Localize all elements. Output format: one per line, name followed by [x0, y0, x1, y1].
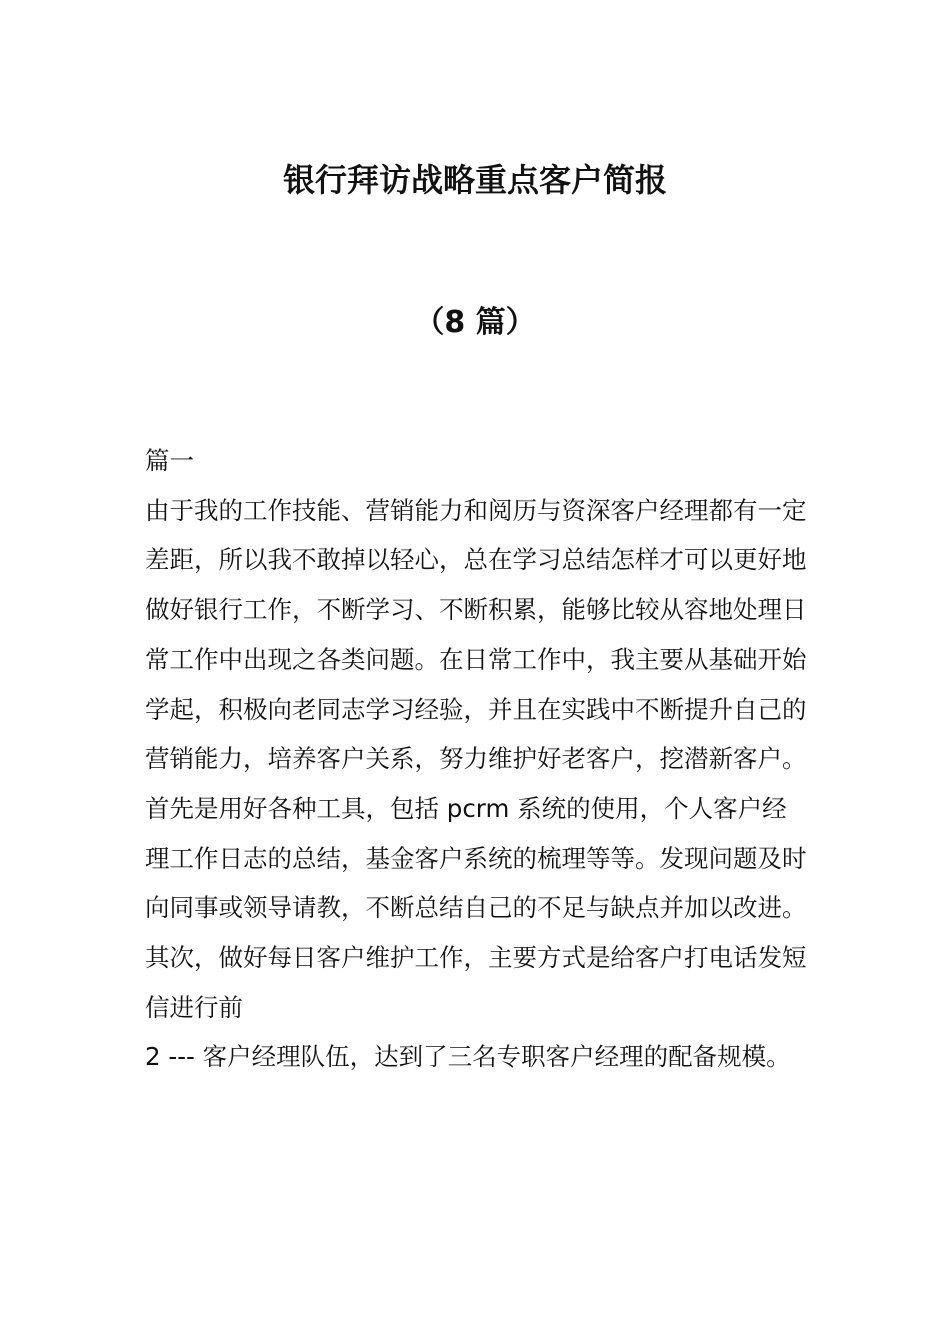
section-heading: 篇一 [145, 446, 194, 475]
paragraph-4: 2 --- 客户经理队伍，达到了三名专职客户经理的配备规模。 [145, 1042, 791, 1072]
paragraph-1: 由于我的工作技能、营销能力和阅历与资深客户经理都有一定差距，所以我不敢掉以轻心，总在学习总结怎样才可以更好地做好银行工作，不断学习、不断积累，能够比较从容地处理日常工作中出现之各类问题。在日常工作中，我主要从基础开始学起，积极向老同志学习经验，并且在实践中不断提升自己的营销能力，培养客户关系，努力维护好老客户，挖潜新客户。 [145, 495, 807, 774]
document-subtitle: （8 篇） [414, 305, 536, 340]
paragraph-3: 其次，做好每日客户维护工作，主要方式是给客户打电话发短信进行前 [145, 943, 807, 1022]
paragraph-2: 首先是用好各种工具，包括 pcrm 系统的使用，个人客户经理工作日志的总结，基金客户系统的梳理等等。发现问题及时向同事或领导请教，不断总结自己的不足与缺点并加以改进。 [145, 793, 807, 923]
document-title: 银行拜访战略重点客户简报 [282, 161, 667, 199]
document-body [145, 436, 810, 1082]
